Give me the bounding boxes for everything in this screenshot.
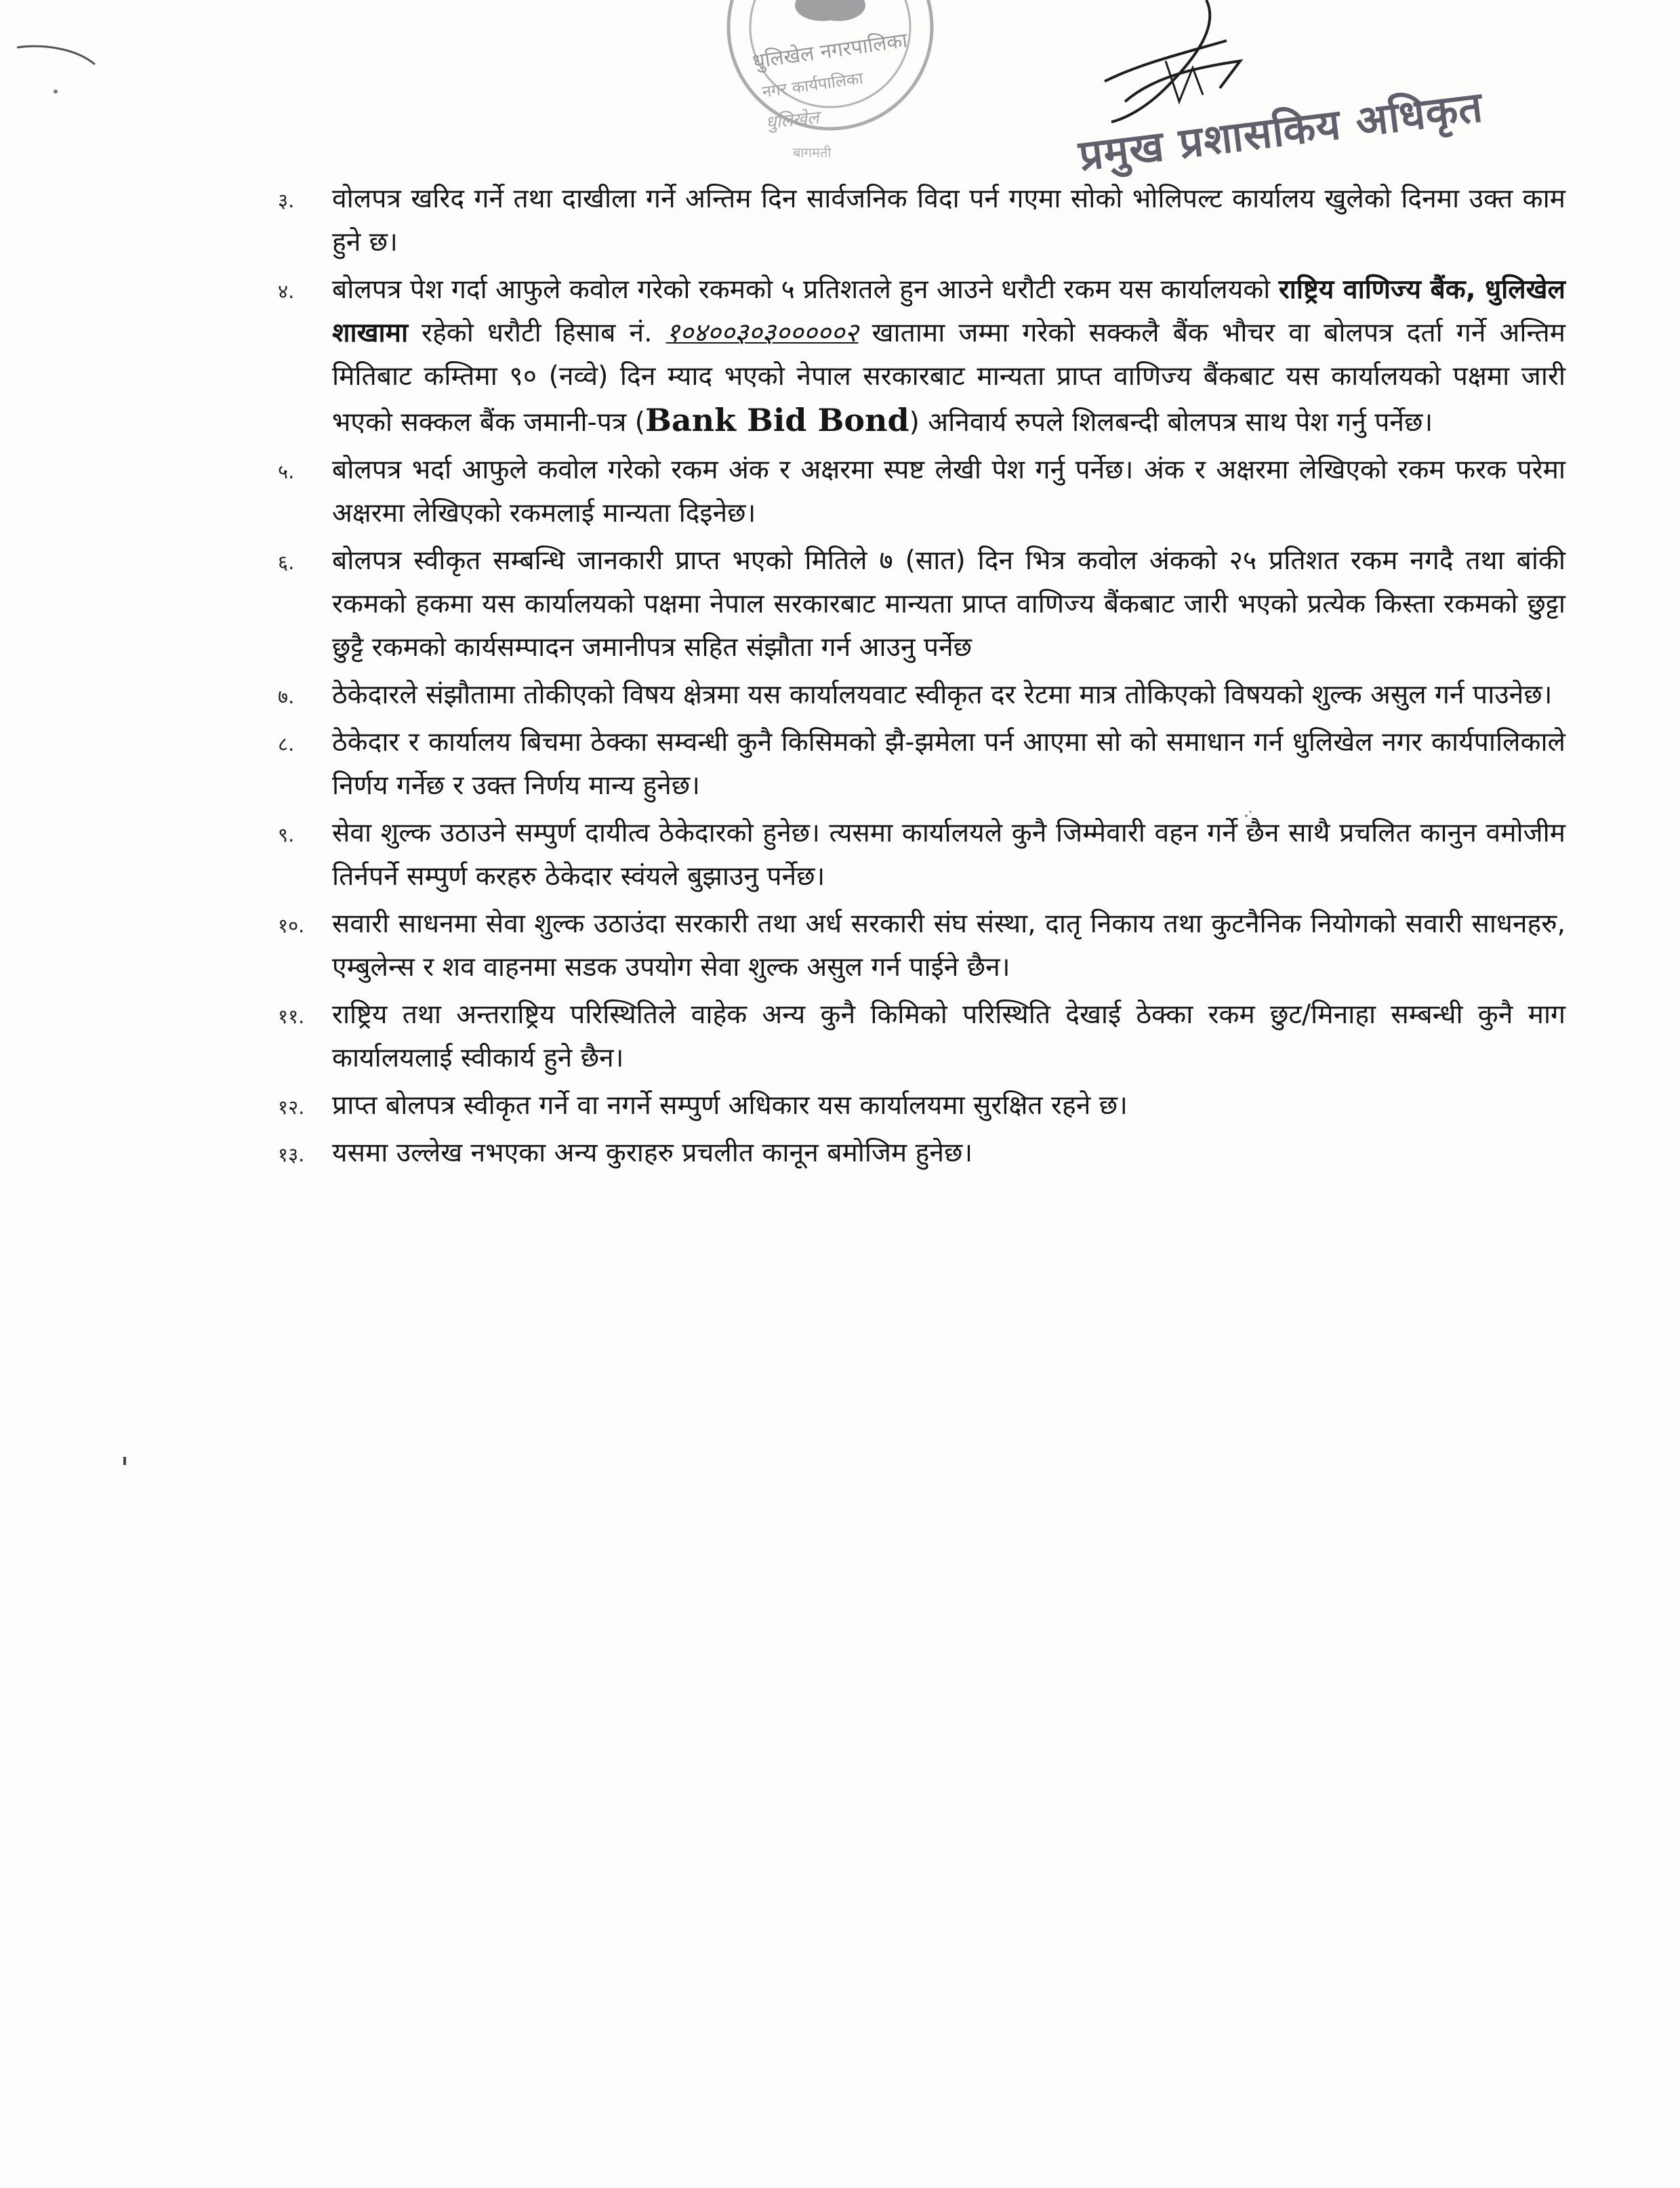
clause-segment: यसमा उल्लेख नभएका अन्य कुराहरु प्रचलीत कानून बमोजिम हुनेछ।	[332, 1138, 973, 1168]
scan-dot	[123, 1457, 126, 1465]
clause-segment: ठेकेदारले संझौतामा तोकीएको विषय क्षेत्रमा यस कार्यालयवाट स्वीकृत दर रेटमा मात्र तोकिएको विषयको शुल्क असुल गर्न पाउनेछ।	[332, 680, 1553, 710]
clause-list	[278, 178, 1565, 1179]
clause-text	[332, 268, 1565, 445]
clause-number: ८.	[278, 732, 295, 756]
clause-text	[332, 903, 1565, 989]
clause-segment: रहेको धरौटी हिसाब नं.	[408, 318, 666, 348]
clause-item	[278, 449, 1565, 535]
clause-segment: बोलपत्र भर्दा आफुले कवोल गरेको रकम अंक र अक्षरमा स्पष्ट लेखी पेश गर्नु पर्नेछ। अंक र अक्षरमा लेखिएको रकम फरक परेमा अक्षरमा लेखिएको रकमलाई मान्यता दिइनेछ।	[332, 455, 1565, 529]
clause-segment: राष्ट्रिय तथा अन्तराष्ट्रिय परिस्थितिले वाहेक अन्य कुनै किमिको परिस्थिति देखाई ठेक्का रकम छुट/मिनाहा सम्बन्धी कुनै माग कार्यालयलाई स्वीकार्य हुने छैन।	[332, 999, 1565, 1073]
clause-item	[278, 539, 1565, 669]
clause-number: ११.	[278, 1005, 305, 1028]
clause-text	[332, 674, 1565, 717]
designation-stamp: प्रमुख प्रशासकिय अधिकृत	[1075, 81, 1486, 181]
clause-number: १३.	[278, 1143, 305, 1166]
clause-number: १०.	[278, 914, 305, 937]
official-seal	[715, 0, 945, 183]
clause-text	[332, 539, 1565, 669]
clause-text	[332, 1084, 1565, 1128]
seal-line-2: नगर कार्यपालिका	[760, 68, 865, 102]
clause-segment: ठेकेदार र कार्यालय बिचमा ठेक्का सम्वन्धी कुनै किसिमको झै-झमेला पर्न आएमा सो को समाधान गर्न धुलिखेल नगर कार्यपालिकाले निर्णय गर्नेछ र उक्त निर्णय मान्य हुनेछ।	[332, 727, 1565, 801]
clause-text	[332, 812, 1565, 899]
clause-text	[332, 993, 1565, 1080]
clause-segment: प्राप्त बोलपत्र स्वीकृत गर्ने वा नगर्ने सम्पुर्ण अधिकार यस कार्यालयमा सुरक्षित रहने छ।	[332, 1090, 1128, 1121]
seal-line-4: बागमती	[793, 144, 832, 161]
clause-item	[278, 1084, 1565, 1128]
clause-text	[332, 449, 1565, 535]
scan-mark	[14, 27, 102, 102]
clause-number: ७.	[278, 685, 295, 708]
clause-segment: ) अनिवार्य रुपले शिलबन्दी बोलपत्र साथ पेश गर्नु पर्नेछ।	[909, 407, 1433, 438]
clause-segment: राष्ट्रिय वाणिज्य बैंक, धुलिखेल शाखामा	[332, 274, 1565, 348]
clause-segment: Bank Bid Bond	[644, 402, 909, 438]
seal-line-1: धुलिखेल नगरपालिका	[751, 28, 909, 74]
clause-item	[278, 268, 1565, 445]
clause-segment: बोलपत्र स्वीकृत सम्बन्धि जानकारी प्राप्त भएको मितिले ७ (सात) दिन भित्र कवोल अंकको २५ प्रतिशत रकम नगदै तथा बांकी रकमको हकमा यस कार्यालयको पक्षमा नेपाल सरकारबाट मान्यता प्राप्त वाणिज्य बैंकबाट जारी भएको प्रत्येक किस्ता रकमको छुट्टा छुट्टै रकमको कार्यसम्पादन जमानीपत्र सहित संझौता गर्न आउनु पर्नेछ	[332, 545, 1565, 663]
clause-item	[278, 903, 1565, 989]
clause-item	[278, 993, 1565, 1080]
clause-number: ५.	[278, 460, 295, 483]
clause-number: ४.	[278, 280, 295, 303]
clause-item	[278, 721, 1565, 808]
clause-number: ३.	[278, 189, 295, 212]
clause-item	[278, 674, 1565, 717]
clause-segment: सवारी साधनमा सेवा शुल्क उठाउंदा सरकारी तथा अर्ध सरकारी संघ संस्था, दातृ निकाय तथा कुटनैनिक नियोगको सवारी साधनहरु, एम्बुलेन्स र शव वाहनमा सडक उपयोग सेवा शुल्क असुल गर्न पाईने छैन।	[332, 909, 1565, 983]
clause-segment: बोलपत्र पेश गर्दा आफुले कवोल गरेको रकमको ५ प्रतिशतले हुन आउने धरौटी रकम यस कार्यालयको	[332, 274, 1279, 305]
clause-text	[332, 721, 1565, 808]
clause-segment: १०४००३०३०००००२	[665, 318, 859, 348]
clause-number: ६.	[278, 551, 295, 574]
clause-segment: सेवा शुल्क उठाउने सम्पुर्ण दायीत्व ठेकेदारको हुनेछ। त्यसमा कार्यालयले कुनै जिम्मेवारी वहन गर्ने छैन साथै प्रचलित कानुन वमोजीम तिर्नपर्ने सम्पुर्ण करहरु ठेकेदार स्वंयले बुझाउनु पर्नेछ।	[332, 818, 1565, 892]
clause-text	[332, 1132, 1565, 1175]
clause-segment: वोलपत्र खरिद गर्ने तथा दाखीला गर्ने अन्तिम दिन सार्वजनिक विदा पर्न गएमा सोको भोलिपल्ट कार्यालय खुलेको दिनमा उक्त काम हुने छ।	[332, 184, 1565, 257]
clause-item	[278, 178, 1565, 264]
seal-line-3: धुलिखेल	[764, 107, 821, 133]
clause-text	[332, 178, 1565, 264]
clause-number: ९.	[278, 823, 295, 846]
clause-item	[278, 1132, 1565, 1175]
clause-number: १२.	[278, 1096, 305, 1119]
clause-item	[278, 812, 1565, 899]
clause-segment: खातामा जम्मा गरेको सक्कलै बैंक भौचर वा बोलपत्र दर्ता गर्ने अन्तिम मितिबाट कम्तिमा ९० (नव्वे) दिन म्याद भएको नेपाल सरकारबाट मान्यता प्राप्त वाणिज्य बैंकबाट यस कार्यालयको पक्षमा जारी भएको सक्कल बैंक जमानी-पत्र (	[332, 318, 1565, 438]
